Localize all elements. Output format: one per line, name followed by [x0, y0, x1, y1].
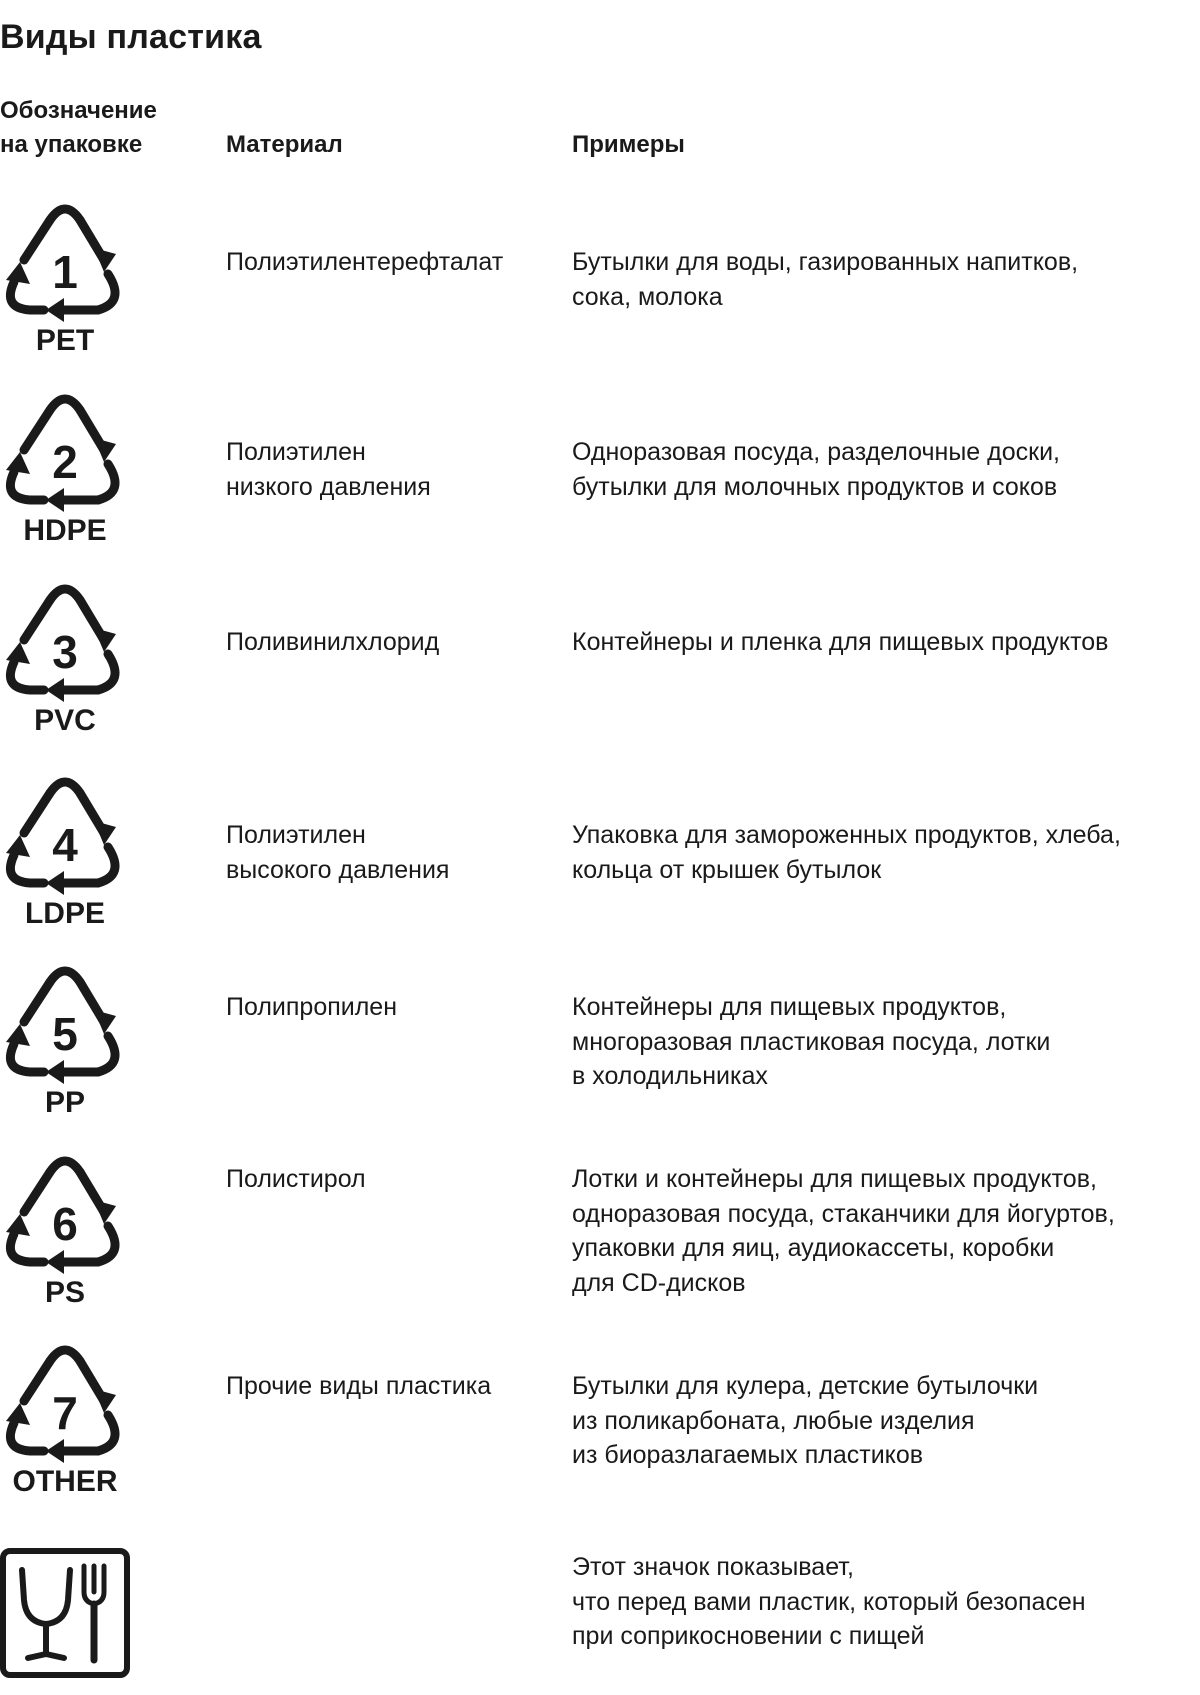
material-name: Прочие виды пластика: [226, 1372, 492, 1400]
resin-code: LDPE: [24, 897, 105, 930]
column-header-material: Материал: [226, 131, 343, 158]
recycling-symbol: [0, 200, 130, 370]
recycling-symbol: [0, 1152, 130, 1322]
column-header-examples: Примеры: [572, 131, 685, 158]
food-safe-row: [0, 1548, 1200, 1688]
resin-number: 5: [52, 1008, 78, 1060]
recycling-symbol: [0, 580, 130, 750]
material-name: Полиэтилен высокого давления: [226, 821, 450, 884]
resin-number: 6: [52, 1198, 78, 1250]
plastic-row-6: [0, 1152, 1200, 1342]
material-name: Полиэтилентерефталат: [226, 248, 504, 276]
material-examples: Бутылки для воды, газированных напитков, сока, молока: [572, 248, 1079, 311]
material-examples: Контейнеры и пленка для пищевых продуктов: [572, 628, 1109, 656]
material-examples: Лотки и контейнеры для пищевых продуктов, одноразовая посуда, стаканчики для йогуртов, упаковки для яиц, аудиокассеты, коробки для CD-дисков: [572, 1165, 1115, 1297]
material-examples: Контейнеры для пищевых продуктов, многоразовая пластиковая посуда, лотки в холодильниках: [572, 993, 1051, 1090]
plastic-row-7: [0, 1341, 1200, 1531]
recycling-symbol: [0, 773, 130, 943]
plastic-row-1: [0, 200, 1200, 390]
material-name: Полиэтилен низкого давления: [226, 438, 431, 501]
plastic-row-4: [0, 773, 1200, 963]
recycling-symbol: [0, 1341, 130, 1511]
glass-fork-icon: [0, 1548, 130, 1678]
plastic-row-5: [0, 962, 1200, 1152]
page-title: Виды пластика: [0, 18, 262, 56]
plastic-row-3: [0, 580, 1200, 770]
resin-code: PET: [35, 324, 95, 357]
resin-code: PP: [44, 1086, 86, 1119]
plastic-row-2: [0, 390, 1200, 580]
recycling-symbol: [0, 390, 130, 560]
material-examples: Упаковка для замороженных продуктов, хлеба, кольца от крышек бутылок: [572, 821, 1121, 884]
resin-code: OTHER: [12, 1465, 118, 1498]
recycling-symbol: [0, 962, 130, 1132]
material-examples: Бутылки для кулера, детские бутылочки из поликарбоната, любые изделия из биоразлагаемых пластиков: [572, 1372, 1039, 1469]
food-safe-description: Этот значок показывает, что перед вами пластик, который безопасен при соприкосновении с пищей: [572, 1553, 1086, 1650]
material-name: Поливинилхлорид: [226, 628, 440, 656]
resin-code: HDPE: [23, 514, 107, 547]
resin-number: 3: [52, 626, 78, 678]
material-examples: Одноразовая посуда, разделочные доски, бутылки для молочных продуктов и соков: [572, 438, 1061, 501]
material-name: Полипропилен: [226, 993, 398, 1021]
resin-number: 2: [52, 436, 78, 488]
resin-number: 7: [52, 1387, 78, 1439]
resin-code: PVC: [34, 704, 96, 737]
resin-number: 1: [52, 246, 78, 298]
material-name: Полистирол: [226, 1165, 366, 1193]
resin-number: 4: [52, 819, 78, 871]
resin-code: PS: [44, 1276, 86, 1309]
column-header-symbol: Обозначение на упаковке: [0, 97, 157, 158]
